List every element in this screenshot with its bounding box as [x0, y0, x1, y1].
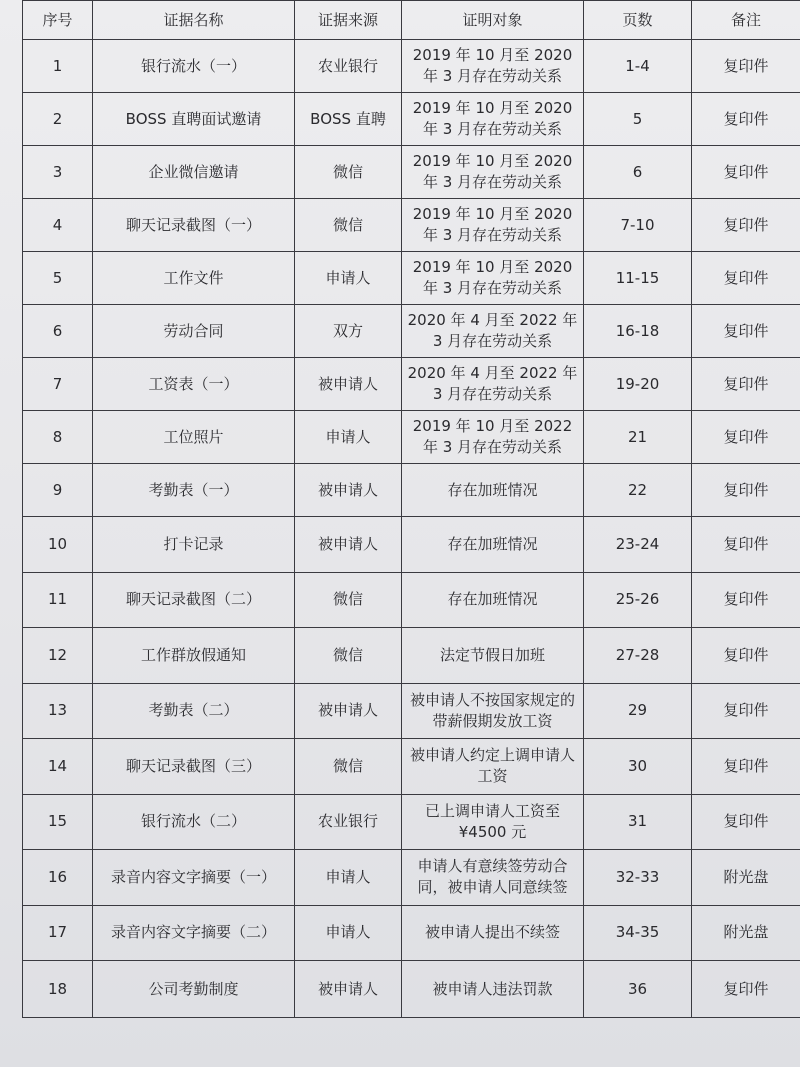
cell-proof-object: 存在加班情况 [402, 517, 584, 573]
cell-proof-object: 2020 年 4 月至 2022 年 3 月存在劳动关系 [402, 358, 584, 411]
cell-no: 11 [23, 572, 93, 628]
cell-no: 18 [23, 961, 93, 1018]
table-row [23, 358, 800, 411]
cell-no: 7 [23, 358, 93, 411]
header-pages: 页数 [584, 1, 692, 40]
cell-pages: 1-4 [584, 40, 692, 93]
cell-note: 复印件 [692, 464, 800, 517]
cell-evidence-source: BOSS 直聘 [295, 93, 402, 146]
cell-proof-object: 2019 年 10 月至 2022 年 3 月存在劳动关系 [402, 411, 584, 464]
cell-note: 复印件 [692, 794, 800, 850]
cell-pages: 11-15 [584, 252, 692, 305]
cell-evidence-name: 工资表（一） [93, 358, 295, 411]
cell-proof-object: 已上调申请人工资至¥4500 元 [402, 794, 584, 850]
evidence-list-table [22, 0, 800, 1018]
table-row [23, 739, 800, 795]
cell-evidence-name: 考勤表（二） [93, 683, 295, 739]
cell-proof-object: 申请人有意续签劳动合同，被申请人同意续签 [402, 850, 584, 906]
cell-note: 复印件 [692, 739, 800, 795]
cell-evidence-name: 银行流水（一） [93, 40, 295, 93]
cell-evidence-name: 银行流水（二） [93, 794, 295, 850]
cell-proof-object: 2019 年 10 月至 2020 年 3 月存在劳动关系 [402, 146, 584, 199]
cell-evidence-source: 被申请人 [295, 683, 402, 739]
cell-note: 附光盘 [692, 905, 800, 961]
cell-proof-object: 2019 年 10 月至 2020 年 3 月存在劳动关系 [402, 199, 584, 252]
cell-note: 复印件 [692, 411, 800, 464]
table-row [23, 40, 800, 93]
cell-no: 13 [23, 683, 93, 739]
header-note: 备注 [692, 1, 800, 40]
cell-no: 5 [23, 252, 93, 305]
table-row [23, 794, 800, 850]
table-row [23, 305, 800, 358]
header-name: 证据名称 [93, 1, 295, 40]
cell-no: 12 [23, 628, 93, 684]
table-row [23, 517, 800, 573]
cell-evidence-name: 工位照片 [93, 411, 295, 464]
cell-evidence-name: 工作文件 [93, 252, 295, 305]
cell-pages: 21 [584, 411, 692, 464]
cell-evidence-source: 农业银行 [295, 794, 402, 850]
cell-no: 14 [23, 739, 93, 795]
cell-no: 1 [23, 40, 93, 93]
cell-proof-object: 被申请人不按国家规定的带薪假期发放工资 [402, 683, 584, 739]
cell-pages: 31 [584, 794, 692, 850]
cell-no: 6 [23, 305, 93, 358]
cell-evidence-source: 微信 [295, 199, 402, 252]
table-row [23, 628, 800, 684]
cell-note: 复印件 [692, 93, 800, 146]
cell-evidence-source: 申请人 [295, 411, 402, 464]
cell-evidence-source: 被申请人 [295, 961, 402, 1018]
cell-evidence-name: 聊天记录截图（三） [93, 739, 295, 795]
table-row [23, 464, 800, 517]
cell-evidence-source: 双方 [295, 305, 402, 358]
cell-evidence-name: 打卡记录 [93, 517, 295, 573]
cell-proof-object: 存在加班情况 [402, 572, 584, 628]
cell-proof-object: 2019 年 10 月至 2020 年 3 月存在劳动关系 [402, 93, 584, 146]
cell-pages: 23-24 [584, 517, 692, 573]
cell-pages: 30 [584, 739, 692, 795]
table-row [23, 146, 800, 199]
cell-evidence-source: 微信 [295, 146, 402, 199]
table-row [23, 683, 800, 739]
cell-no: 3 [23, 146, 93, 199]
cell-no: 15 [23, 794, 93, 850]
cell-note: 复印件 [692, 252, 800, 305]
cell-evidence-name: 公司考勤制度 [93, 961, 295, 1018]
cell-proof-object: 存在加班情况 [402, 464, 584, 517]
cell-pages: 29 [584, 683, 692, 739]
cell-proof-object: 法定节假日加班 [402, 628, 584, 684]
table-row [23, 252, 800, 305]
cell-note: 复印件 [692, 683, 800, 739]
table-row [23, 411, 800, 464]
cell-evidence-source: 被申请人 [295, 517, 402, 573]
cell-note: 复印件 [692, 628, 800, 684]
cell-note: 复印件 [692, 305, 800, 358]
cell-pages: 34-35 [584, 905, 692, 961]
cell-proof-object: 2019 年 10 月至 2020 年 3 月存在劳动关系 [402, 252, 584, 305]
cell-pages: 16-18 [584, 305, 692, 358]
cell-note: 复印件 [692, 572, 800, 628]
cell-evidence-name: 工作群放假通知 [93, 628, 295, 684]
cell-evidence-source: 申请人 [295, 252, 402, 305]
cell-proof-object: 被申请人约定上调申请人工资 [402, 739, 584, 795]
cell-evidence-name: 考勤表（一） [93, 464, 295, 517]
cell-no: 16 [23, 850, 93, 906]
cell-evidence-name: BOSS 直聘面试邀请 [93, 93, 295, 146]
cell-pages: 36 [584, 961, 692, 1018]
cell-evidence-name: 劳动合同 [93, 305, 295, 358]
cell-pages: 5 [584, 93, 692, 146]
cell-evidence-name: 企业微信邀请 [93, 146, 295, 199]
cell-evidence-source: 申请人 [295, 905, 402, 961]
cell-evidence-source: 微信 [295, 572, 402, 628]
cell-evidence-name: 录音内容文字摘要（二） [93, 905, 295, 961]
cell-note: 复印件 [692, 40, 800, 93]
cell-note: 复印件 [692, 961, 800, 1018]
table-row [23, 199, 800, 252]
table-header-row [23, 1, 800, 40]
cell-evidence-source: 微信 [295, 739, 402, 795]
cell-note: 附光盘 [692, 850, 800, 906]
cell-pages: 6 [584, 146, 692, 199]
table-row [23, 850, 800, 906]
cell-pages: 22 [584, 464, 692, 517]
cell-pages: 27-28 [584, 628, 692, 684]
cell-note: 复印件 [692, 517, 800, 573]
cell-note: 复印件 [692, 146, 800, 199]
table-row [23, 905, 800, 961]
cell-proof-object: 2020 年 4 月至 2022 年 3 月存在劳动关系 [402, 305, 584, 358]
cell-no: 9 [23, 464, 93, 517]
cell-evidence-source: 被申请人 [295, 464, 402, 517]
cell-note: 复印件 [692, 199, 800, 252]
cell-evidence-name: 聊天记录截图（一） [93, 199, 295, 252]
cell-no: 2 [23, 93, 93, 146]
cell-pages: 7-10 [584, 199, 692, 252]
cell-no: 4 [23, 199, 93, 252]
cell-evidence-source: 农业银行 [295, 40, 402, 93]
cell-evidence-source: 被申请人 [295, 358, 402, 411]
cell-proof-object: 2019 年 10 月至 2020 年 3 月存在劳动关系 [402, 40, 584, 93]
cell-evidence-source: 微信 [295, 628, 402, 684]
cell-no: 17 [23, 905, 93, 961]
header-no: 序号 [23, 1, 93, 40]
cell-no: 10 [23, 517, 93, 573]
cell-pages: 19-20 [584, 358, 692, 411]
cell-evidence-name: 录音内容文字摘要（一） [93, 850, 295, 906]
header-object: 证明对象 [402, 1, 584, 40]
cell-pages: 25-26 [584, 572, 692, 628]
cell-no: 8 [23, 411, 93, 464]
cell-proof-object: 被申请人违法罚款 [402, 961, 584, 1018]
table-row [23, 572, 800, 628]
table-row [23, 961, 800, 1018]
cell-note: 复印件 [692, 358, 800, 411]
table-row [23, 93, 800, 146]
cell-evidence-source: 申请人 [295, 850, 402, 906]
cell-pages: 32-33 [584, 850, 692, 906]
cell-proof-object: 被申请人提出不续签 [402, 905, 584, 961]
header-source: 证据来源 [295, 1, 402, 40]
cell-evidence-name: 聊天记录截图（二） [93, 572, 295, 628]
